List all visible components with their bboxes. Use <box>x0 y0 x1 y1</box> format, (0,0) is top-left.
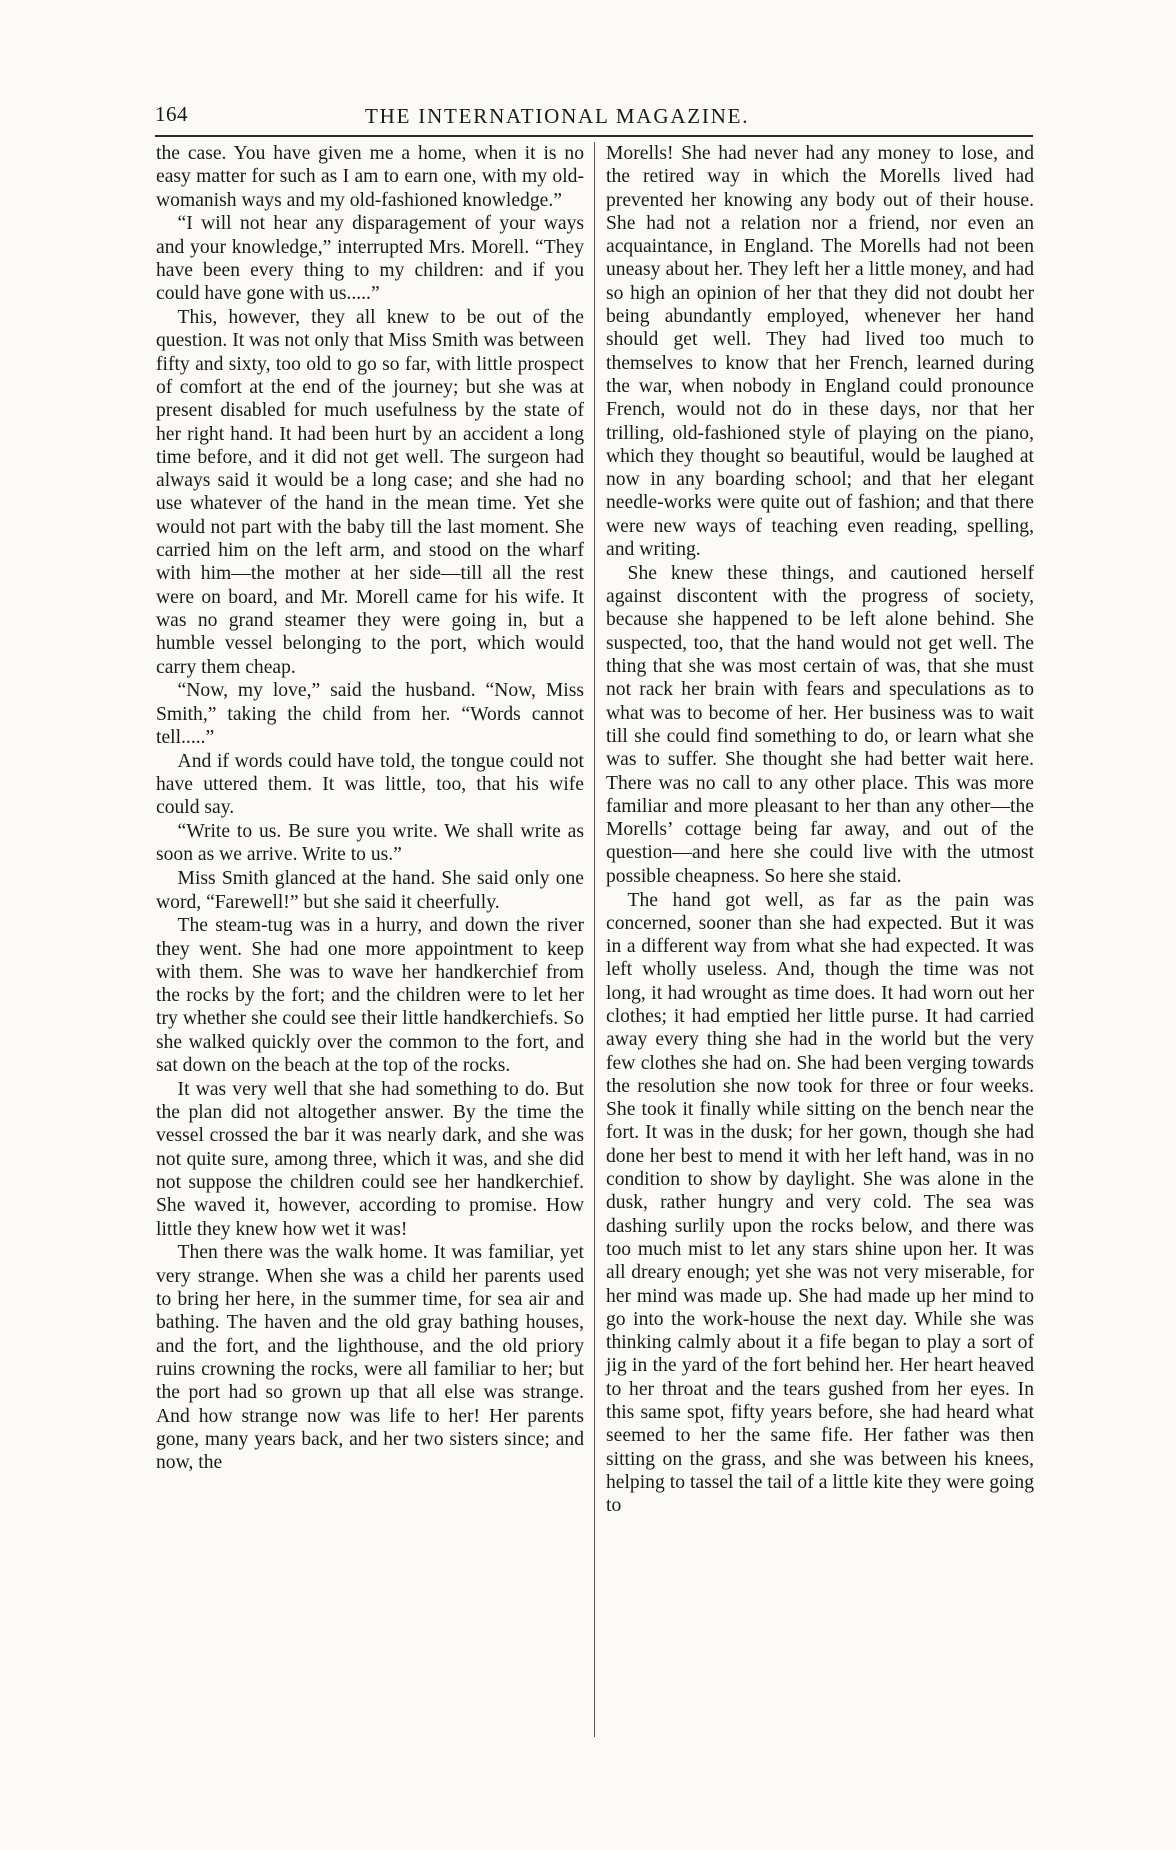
paragraph: Then there was the walk home. It was familiar, yet very strange. When she was a child her parents used to bring her here, in the summer time, for sea air and bathing. The haven and the old gray bathing houses, and the fort, and the lighthouse, and the old priory ruins crowning the rocks, were all familiar to her; but the port had so grown up that all else was strange. And how strange now was life to her! Her parents gone, many years back, and her two sisters since; and now, the <box>156 1242 584 1474</box>
column-divider <box>594 142 595 1737</box>
paragraph: “Write to us. Be sure you write. We shall write as soon as we arrive. Write to us.” <box>156 821 584 866</box>
paragraph: Miss Smith glanced at the hand. She said only one word, “Farewell!” but she said it cheerfully. <box>156 868 584 913</box>
paragraph: She knew these things, and cautioned herself against discontent with the progress of society, because she happened to be left alone behind. She suspected, too, that the hand would not get well. The thing that she was most certain of was, that she must not rack her brain with fears and speculations as to what was to become of her. Her business was to wait till she could find something to do, or learn what she was to suffer. She thought she had better wait here. There was no call to any other place. This was more familiar and more pleasant to her than any other—the Morells’ cottage being far away, and out of the question—and here she could live with the utmost possible cheapness. So here she staid. <box>606 562 1034 887</box>
paragraph: the case. You have given me a home, when it is no easy matter for such as I am to earn one, with my old-womanish ways and my old-fashioned knowledge.” <box>156 143 584 211</box>
paragraph: The hand got well, as far as the pain was concerned, sooner than she had expected. But it was in a different way from what she had expected. It was left wholly useless. And, though the time was not long, it had wrought as time does. It had worn out her clothes; it had emptied her little purse. It had carried away every thing she had in the world but the very few clothes she had on. She had been verging towards the resolution she now took for three or four weeks. She took it finally while sitting on the bench near the fort. It was in the dusk; for her gown, though she had done her best to mend it with her left hand, was in no condition to show by daylight. She was alone in the dusk, rather hungry and very cold. The sea was dashing surlily upon the rocks below, and there was too much mist to let any stars shine upon her. It was all dreary enough; yet she was not very miserable, for her mind was made up. She had made up her mind to go into the work-house the next day. While she was thinking calmly about it a fife began to play a sort of jig in the yard of the fort behind her. Her heart heaved to her throat and the tears gushed from her eyes. In this same spot, fifty years before, she had heard what seemed to her the same fife. Her father was then sitting on the grass, and she was between his knees, helping to tassel the tail of a little kite they were going to <box>606 889 1034 1517</box>
paragraph: “Now, my love,” said the husband. “Now, Miss Smith,” taking the child from her. “Words cannot tell.....” <box>156 680 584 748</box>
paragraph: “I will not hear any disparagement of your ways and your knowledge,” interrupted Mrs. Morell. “They have been every thing to my children: and if you could have gone with us.....” <box>156 213 584 305</box>
header-rule <box>155 135 1033 137</box>
running-title: THE INTERNATIONAL MAGAZINE. <box>365 104 750 128</box>
paragraph: The steam-tug was in a hurry, and down the river they went. She had one more appointment to keep with them. She was to wave her handkerchief from the rocks by the fort; and the children were to let her try whether she could see their little handkerchiefs. So she walked quickly over the common to the fort, and sat down on the beach at the top of the rocks. <box>156 915 584 1077</box>
paragraph: And if words could have told, the tongue could not have uttered them. It was little, too, that his wife could say. <box>156 750 584 819</box>
paragraph: It was very well that she had something to do. But the plan did not altogether answer. By the time the vessel crossed the bar it was nearly dark, and she was not quite sure, among three, which it was, and she did not suppose the children could see her handkerchief. She waved it, however, according to promise. How little they knew how wet it was! <box>156 1078 584 1240</box>
page-number: 164 <box>155 102 188 126</box>
paragraph: This, however, they all knew to be out of the question. It was not only that Miss Smith was between fifty and sixty, too old to go so far, with little prospect of comfort at the end of the journey; but she was at present disabled for much usefulness by the state of her right hand. It had been hurt by an accident a long time before, and it did not get well. The surgeon had always said it would be a long case; and she had no use whatever of the hand in the mean time. Yet she would not part with the baby till the last moment. She carried him on the left arm, and stood on the wharf with him—the mother at her side—till all the rest were on board, and Mr. Morell came for his wife. It was no grand steamer they were going in, but a humble vessel belonging to the port, which would carry them cheap. <box>156 307 584 678</box>
left-column <box>156 142 584 1474</box>
paragraph: Morells! She had never had any money to lose, and the retired way in which the Morells lived had prevented her knowing any body out of their house. She had not a relation nor a friend, nor even an acquaintance, in England. The Morells had not been uneasy about her. They left her a little money, and had so high an opinion of her that they did not doubt her being abundantly employed, whenever her hand should get well. They had lived too much to themselves to know that her French, learned during the war, when nobody in England could pronounce French, would not do in these days, nor that her trilling, old-fashioned style of playing on the piano, which they thought so beautiful, would be laughed at now in any boarding school; and that her elegant needle-works were quite out of fashion; and that there were new ways of teaching even reading, spelling, and writing. <box>606 143 1034 561</box>
right-column <box>606 142 1034 1518</box>
